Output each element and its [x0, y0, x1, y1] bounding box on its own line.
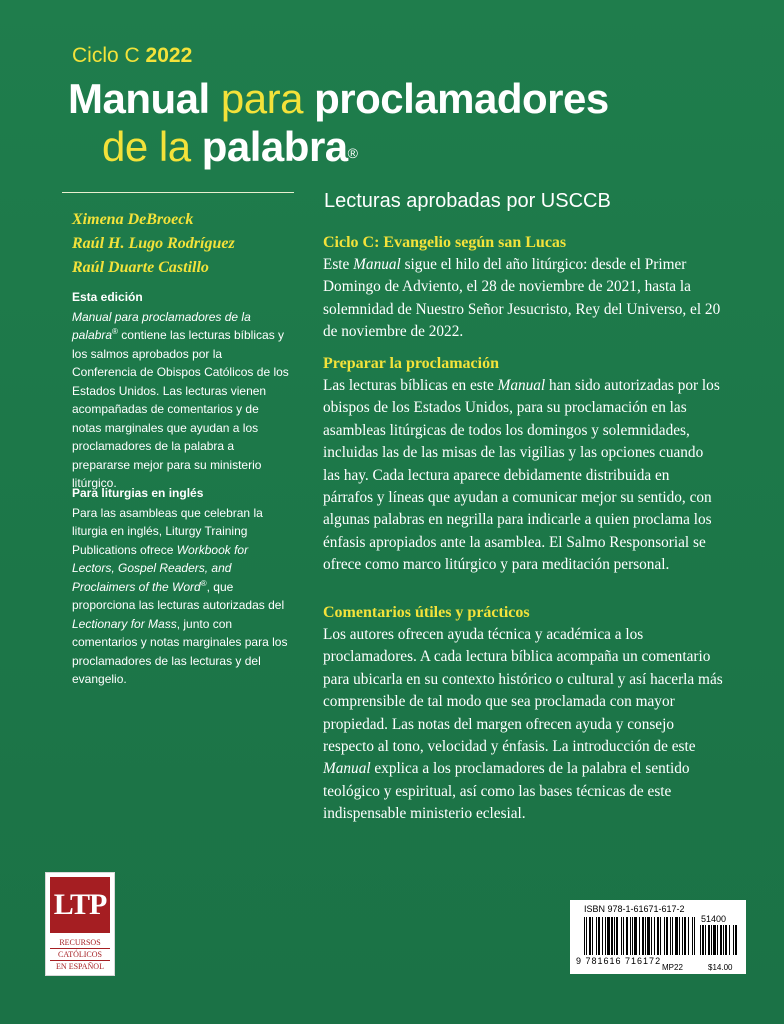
section-comentarios-pre: Los autores ofrecen ayuda técnica y académica a los proclamadores. A cada lectura bíblica acompaña un comentario para ubicarla en su contexto histórico o cultural y así hacerla más comprensible de tal modo que sea proclamada con mayor propiedad. Las notas del margen ofrecen ayuda y consejo respecto al tono, velocidad y énfasis. La introducción de este [323, 626, 723, 756]
barcode-bar [647, 917, 650, 955]
barcode-bar [720, 925, 722, 955]
barcode-bar [657, 917, 659, 955]
ltp-logo-mark-box [50, 877, 110, 933]
ltp-logo [45, 872, 115, 976]
isbn-text: ISBN 978-1-61671-617-2 [584, 904, 685, 914]
barcode-bar [723, 925, 724, 955]
title-word-para: para [220, 75, 303, 122]
barcode-bar [713, 925, 716, 955]
barcode-bar [729, 925, 730, 955]
title-line-1 [68, 76, 609, 122]
section-preparar-pre: Las lecturas bíblicas en este [323, 377, 498, 394]
barcode-bars [584, 917, 696, 955]
barcode-bar [654, 917, 655, 955]
barcode-bar [733, 925, 734, 955]
registered-mark: ® [347, 145, 358, 161]
title-word-de-la: de la [102, 123, 191, 170]
barcode-bar [735, 925, 737, 955]
barcode-bar [639, 917, 640, 955]
barcode-supplement-number: 51400 [701, 914, 727, 924]
section-ciclo-c [323, 232, 723, 344]
section-comentarios-heading: Comentarios útiles y prácticos [323, 604, 530, 621]
ltp-logo-text [50, 937, 110, 972]
barcode-bar [664, 917, 665, 955]
barcode-bar [621, 917, 622, 955]
author-1: Ximena DeBroeck [72, 211, 194, 228]
section-comentarios-em: Manual [323, 760, 371, 778]
section-preparar-em: Manual [497, 377, 546, 394]
ltp-logo-line-2: CATÓLICOS [50, 949, 110, 961]
barcode-bar [666, 917, 668, 955]
english-body-3: , junto con comentarios y notas marginales para los proclamadores de las lecturas y del evangelio. [72, 616, 288, 686]
title-line-2 [102, 124, 357, 170]
section-preparar-heading: Preparar la proclamación [323, 355, 499, 372]
section-ciclo-c-pre: Este [323, 256, 354, 273]
barcode-bar [651, 917, 652, 955]
english-title-em: Workbook for Lectors, Gospel Readers, and Proclaimers of the Word [72, 542, 249, 594]
barcode-bar [717, 925, 718, 955]
barcode-bar [675, 917, 678, 955]
barcode-bar [708, 925, 710, 955]
title-word-palabra: palabra [201, 123, 348, 170]
barcode-bar [670, 917, 671, 955]
section-preparar-post: han sido autorizadas por los obispos de los Estados Unidos, para su proclamación en las asambleas litúrgicas de todos los domingos y solemnidades, incluidas las de las misas de las vigilias y las opciones cuando las hay. Cada lectura aparece debidamente distribuida en párrafos y líneas que ayudan a comunicar mejor su sentido, con algunas palabras en negrilla para indicarle a quien proclama los énfasis apropiados ante la asamblea. El Salmo Responsorial se ofrece como marco litúrgico y para meditación personal. [323, 377, 720, 574]
barcode-bar [711, 925, 712, 955]
section-ciclo-c-em: Manual [353, 256, 401, 273]
author-list [72, 208, 235, 280]
edition-heading: Esta edición [72, 290, 143, 304]
edition-text [72, 308, 290, 493]
section-preparar [323, 353, 723, 577]
barcode-label [570, 900, 746, 974]
barcode-bar [702, 925, 704, 955]
barcode-bar [705, 925, 706, 955]
english-lectionary-em: Lectionary for Mass [72, 616, 177, 631]
cycle-year: 2022 [145, 44, 193, 67]
barcode-bar [679, 917, 680, 955]
edition-body: contiene las lecturas bíblicas y los salmos aprobados por la Conferencia de Obispos Católicos de los Estados Unidos. Las lecturas vienen acompañadas de comentarios y de notas marginales que ayudan a los proclamadores de la palabra a prepararse mejor para su ministerio litúrgico. [72, 328, 289, 490]
barcode-bar [584, 917, 585, 955]
edition-reg: ® [112, 327, 118, 336]
author-3: Raúl Duarte Castillo [72, 259, 209, 276]
barcode-bar [692, 917, 693, 955]
barcode-bar [645, 917, 646, 955]
title-word-proclamadores: proclamadores [314, 75, 609, 122]
barcode-bar [616, 917, 618, 955]
barcode-digits: 9 781616 716172 [576, 956, 662, 966]
subtitle-usccb: Lecturas aprobadas por USCCB [324, 190, 611, 212]
barcode-bar [688, 917, 689, 955]
barcode-bar [598, 917, 600, 955]
section-ciclo-c-heading: Ciclo C: Evangelio según san Lucas [323, 234, 567, 251]
barcode-supplement-bars [700, 925, 740, 955]
barcode-bar [642, 917, 644, 955]
ltp-logo-line-1: RECURSOS [50, 937, 110, 949]
author-2: Raúl H. Lugo Rodríguez [72, 235, 235, 252]
product-code: MP22 [662, 963, 683, 972]
title-word-manual: Manual [68, 75, 210, 122]
barcode-bar [632, 917, 633, 955]
ltp-logo-line-3: EN ESPAÑOL [56, 962, 104, 971]
barcode-bar [607, 917, 610, 955]
barcode-bar [623, 917, 624, 955]
barcode-bar [684, 917, 686, 955]
barcode-bar [630, 917, 631, 955]
barcode-bar [596, 917, 597, 955]
cycle-text: Ciclo C [72, 44, 140, 67]
edition-title-em: Manual para proclamadores de la palabra [72, 309, 251, 342]
english-section [72, 484, 290, 689]
section-preparar-text [323, 375, 723, 577]
barcode-bar [592, 917, 593, 955]
barcode-bar [614, 917, 615, 955]
english-text [72, 504, 290, 689]
barcode-bar [672, 917, 673, 955]
barcode-bar [682, 917, 683, 955]
barcode-bar [634, 917, 637, 955]
barcode-bar [694, 917, 695, 955]
barcode-bar [611, 917, 613, 955]
english-body-1: Para las asambleas que celebran la liturgia en inglés, Liturgy Training Publications ofrece [72, 505, 263, 557]
barcode-bar [589, 917, 591, 955]
section-ciclo-c-post: sigue el hilo del año litúrgico: desde el Primer Domingo de Adviento, el 28 de noviembre de 2021, hasta la solemnidad de Nuestro Señor Jesucristo, Rey del Universo, el 20 de noviembre de 2022. [323, 256, 721, 341]
barcode-bar [725, 925, 727, 955]
barcode-bar [626, 917, 628, 955]
barcode-bar [586, 917, 587, 955]
cycle-label [72, 44, 192, 68]
section-comentarios [323, 602, 723, 826]
section-comentarios-post: explica a los proclamadores de la palabra el sentido teológico y espiritual, así como las bases técnicas de este indispensable ministerio eclesial. [323, 760, 690, 823]
english-body-2: , que proporciona las lecturas autorizadas del [72, 579, 285, 612]
english-heading: Para liturgias en inglés [72, 486, 204, 500]
barcode-bar [605, 917, 606, 955]
section-comentarios-text [323, 624, 723, 826]
header-divider [62, 192, 294, 193]
english-reg: ® [200, 578, 207, 588]
price: $14.00 [708, 963, 733, 972]
barcode-bar [602, 917, 603, 955]
section-ciclo-c-text [323, 254, 723, 344]
ltp-logo-mark: LTP [53, 888, 107, 921]
barcode-bar [700, 925, 701, 955]
barcode-bar [660, 917, 661, 955]
edition-section [72, 288, 290, 493]
